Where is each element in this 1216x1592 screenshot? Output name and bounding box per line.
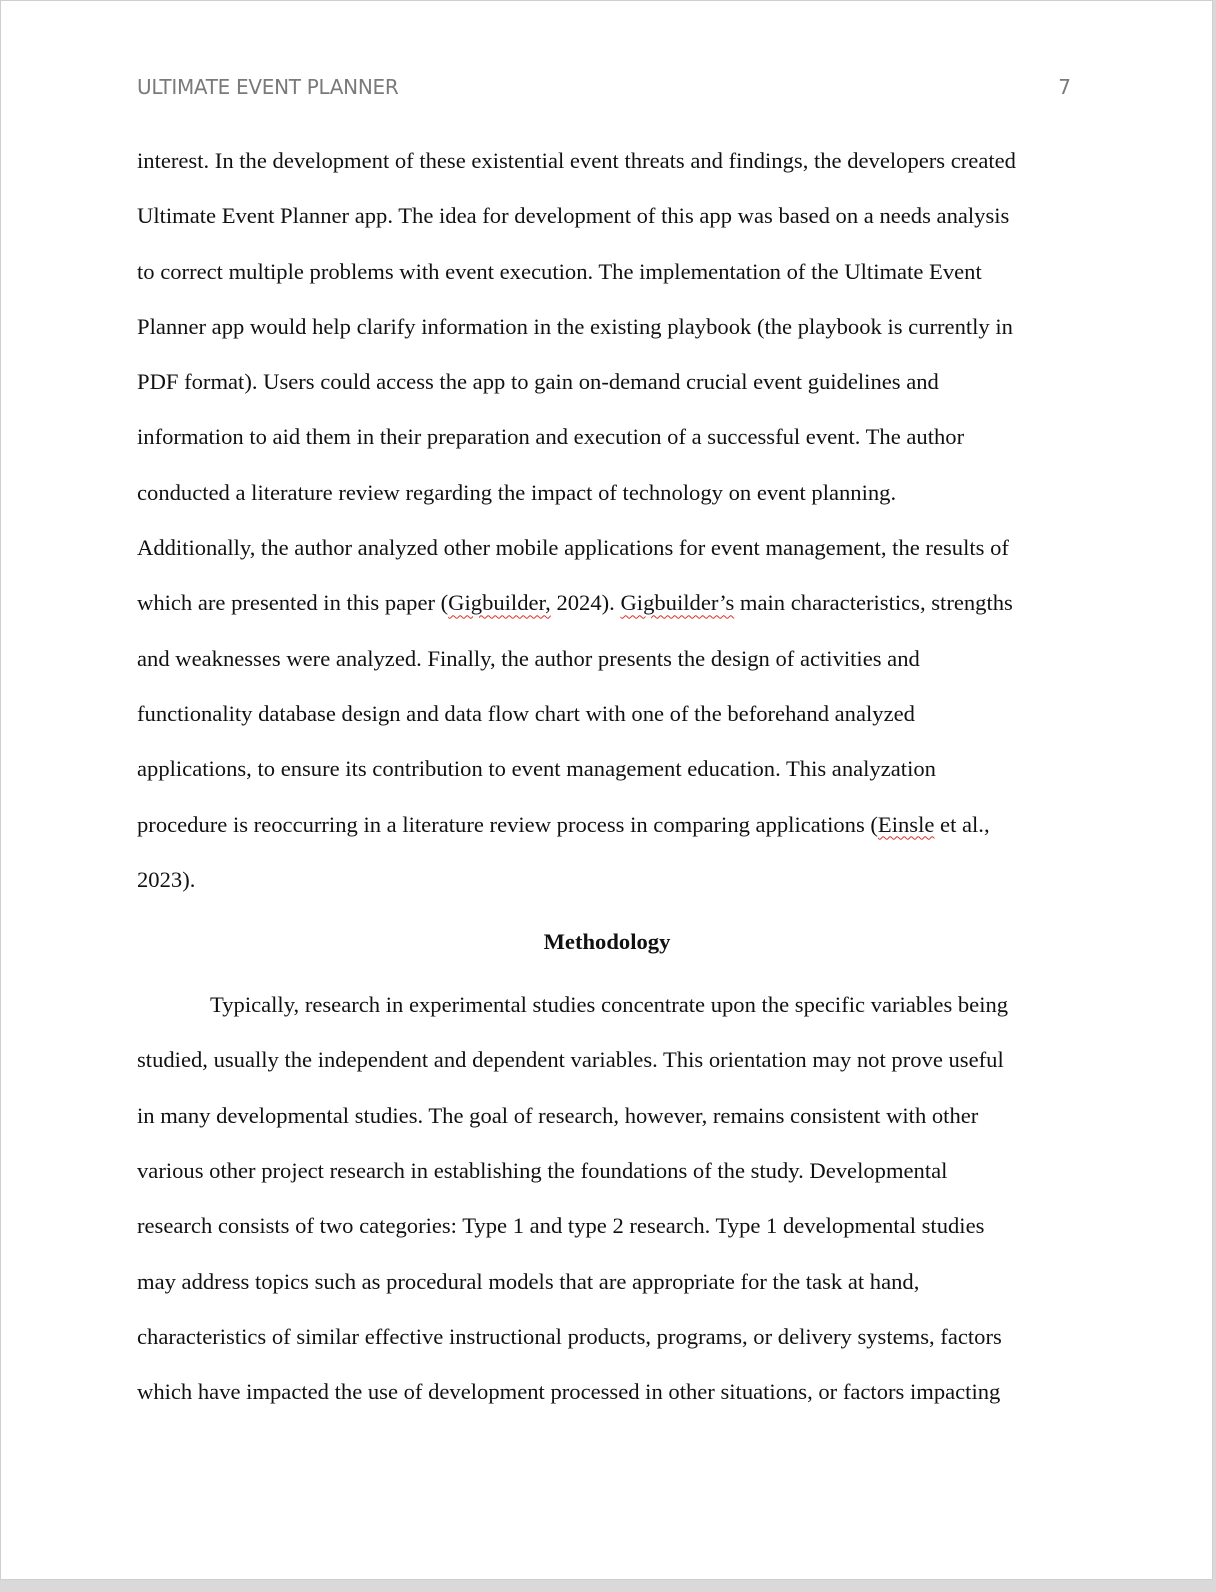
text-line: Typically, research in experimental studies concentrate upon the specific variables being (210, 992, 1009, 1018)
text-span: procedure is reoccurring in a literature review process in comparing applications ( (137, 811, 878, 837)
text-line: Ultimate Event Planner app. The idea for development of this app was based on a needs analysis (137, 203, 1010, 229)
text-line: which have impacted the use of development processed in other situations, or factors impacting (137, 1379, 1001, 1405)
text-line: characteristics of similar effective instructional products, programs, or delivery systems, factors (137, 1323, 1002, 1349)
text-line: applications, to ensure its contribution to event management education. This analyzation (137, 756, 936, 782)
text-line: functionality database design and data flow chart with one of the beforehand analyzed (137, 700, 915, 726)
text-line: research consists of two categories: Type 1 and type 2 research. Type 1 developmental studies (137, 1213, 985, 1239)
text-line (137, 797, 1077, 852)
text-line: Additionally, the author analyzed other mobile applications for event management, the results of (137, 535, 1009, 561)
text-span: 2024). (550, 590, 621, 616)
text-line: to correct multiple problems with event execution. The implementation of the Ultimate Event (137, 258, 982, 284)
text-span: main characteristics, strengths (734, 590, 1013, 616)
text-span: which are presented in this paper ( (137, 590, 449, 616)
text-span: et al., (934, 811, 990, 837)
text-line: may address topics such as procedural models that are appropriate for the task at hand, (137, 1268, 920, 1294)
document-body[interactable] (137, 133, 1077, 1420)
text-line (137, 575, 1077, 630)
text-line: various other project research in establishing the foundations of the study. Developmental (137, 1158, 948, 1184)
text-line: PDF format). Users could access the app to gain on-demand crucial event guidelines and (137, 369, 939, 395)
text-line: 2023). (137, 866, 196, 892)
text-line: Planner app would help clarify information in the existing playbook (the playbook is currently in (137, 313, 1013, 339)
section-heading: Methodology (543, 929, 671, 955)
spelling-flagged-word[interactable]: Gigbuilder’s (620, 590, 735, 616)
spelling-flagged-word[interactable]: Einsle (877, 811, 935, 837)
text-line: and weaknesses were analyzed. Finally, the author presents the design of activities and (137, 645, 920, 671)
spelling-flagged-word[interactable]: Gigbuilder, (448, 590, 551, 616)
text-line: information to aid them in their preparation and execution of a successful event. The author (137, 424, 965, 450)
text-line: conducted a literature review regarding the impact of technology on event planning. (137, 479, 897, 505)
text-line: interest. In the development of these existential event threats and findings, the developers created (137, 148, 1016, 173)
text-line: in many developmental studies. The goal of research, however, remains consistent with other (137, 1102, 979, 1128)
running-head: ULTIMATE EVENT PLANNER (137, 75, 399, 99)
text-line: studied, usually the independent and dependent variables. This orientation may not prove useful (137, 1047, 1004, 1073)
page-number: 7 (1058, 75, 1071, 99)
